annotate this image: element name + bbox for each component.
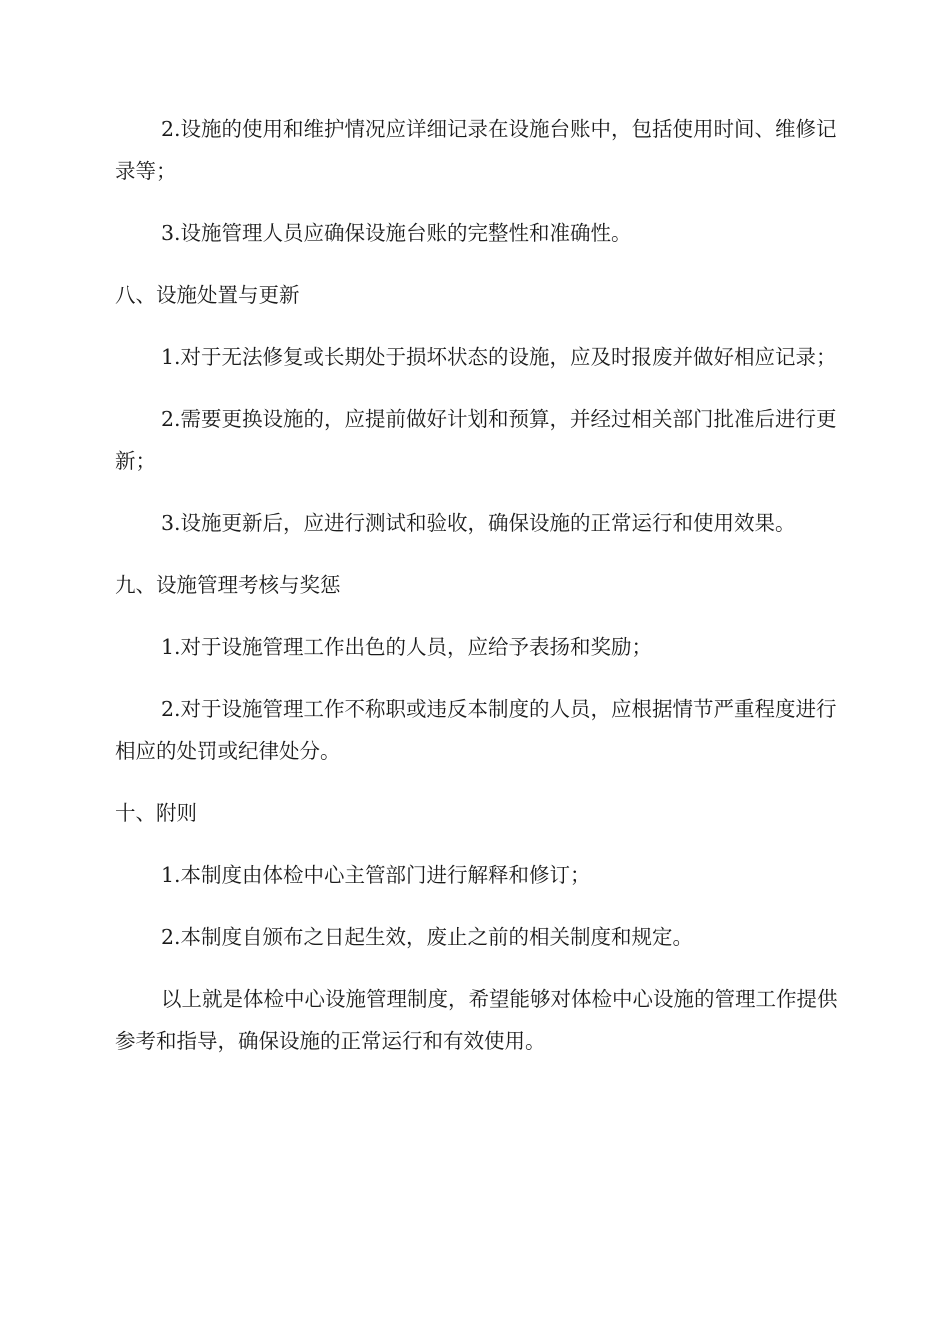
paragraph-reward: 1.对于设施管理工作出色的人员，应给予表扬和奖励； bbox=[161, 635, 653, 659]
paragraph-ledger-accuracy: 3.设施管理人员应确保设施台账的完整性和准确性。 bbox=[161, 221, 632, 245]
section-heading-appendix: 十、附则 bbox=[115, 801, 197, 825]
paragraph-record-usage: 2.设施的使用和维护情况应详细记录在设施台账中，包括使用时间、维修记录等； bbox=[115, 117, 837, 183]
paragraph-replace: 2.需要更换设施的，应提前做好计划和预算，并经过相关部门批准后进行更新； bbox=[115, 407, 837, 473]
paragraph-penalty: 2.对于设施管理工作不称职或违反本制度的人员，应根据情节严重程度进行相应的处罚或纪律处分。 bbox=[115, 697, 837, 763]
paragraph-scrap: 1.对于无法修复或长期处于损坏状态的设施，应及时报废并做好相应记录； bbox=[161, 345, 837, 369]
section-heading-disposal: 八、设施处置与更新 bbox=[115, 283, 300, 307]
section-heading-assessment: 九、设施管理考核与奖惩 bbox=[115, 573, 341, 597]
paragraph-conclusion: 以上就是体检中心设施管理制度，希望能够对体检中心设施的管理工作提供参考和指导，确保设施的正常运行和有效使用。 bbox=[115, 987, 838, 1053]
paragraph-acceptance: 3.设施更新后，应进行测试和验收，确保设施的正常运行和使用效果。 bbox=[161, 511, 796, 535]
document-body bbox=[115, 108, 845, 1062]
paragraph-interpretation: 1.本制度由体检中心主管部门进行解释和修订； bbox=[161, 863, 591, 887]
paragraph-effective: 2.本制度自颁布之日起生效，废止之前的相关制度和规定。 bbox=[161, 925, 694, 949]
